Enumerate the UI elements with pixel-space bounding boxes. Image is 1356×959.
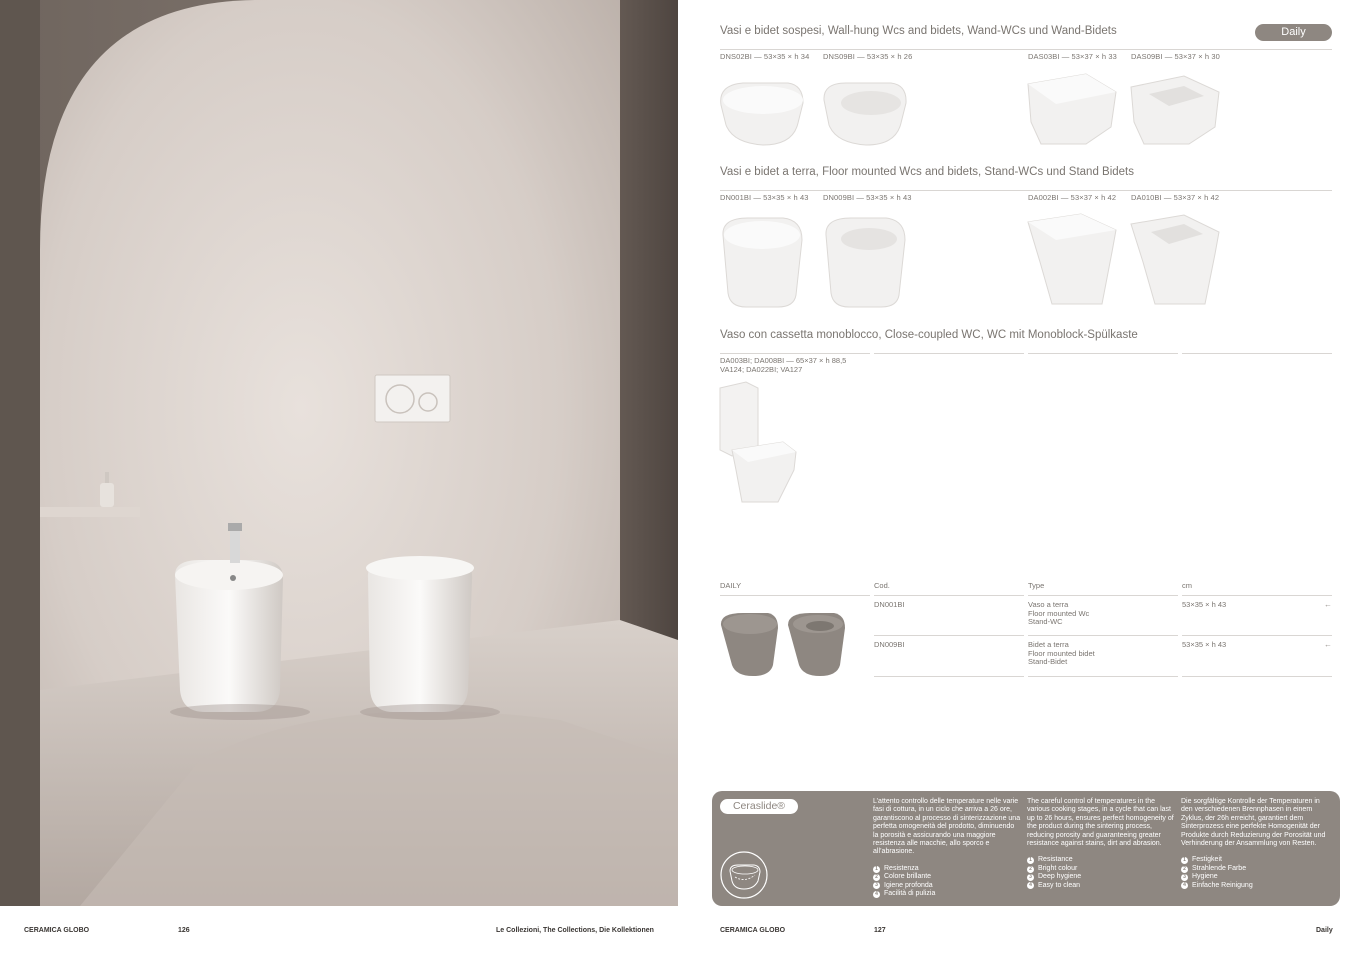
divider (1028, 676, 1178, 677)
product-code: DN009BI — 53×35 × h 43 (823, 193, 912, 202)
type-line: Bidet a terra (1028, 640, 1069, 649)
ceraslide-text: L’attento controllo delle temperature nelle varie fasi di cottura, in un ciclo che arriva a 26 ore, garantiscono al processo di sinterizzazione una perfetta omogeneità del prodotto, diminuendo la porosità e assicurando una maggiore resistenza alle macchie, allo sporco e all’abrasione. (873, 798, 1021, 856)
list-item (1027, 873, 1175, 881)
table-cell-size: 53×35 × h 43 (1182, 640, 1227, 649)
wall-hung-bidet-icon (821, 75, 911, 150)
number-badge: 4 (873, 891, 880, 898)
divider (874, 353, 1024, 354)
table-header-size: cm (1182, 581, 1192, 590)
product-code: DAS09BI — 53×37 × h 30 (1131, 52, 1220, 61)
divider (874, 676, 1024, 677)
right-page (678, 0, 1356, 959)
floor-bidet-thumbnail-icon (788, 613, 845, 676)
table-header-code: Cod. (874, 581, 890, 590)
divider (720, 595, 870, 596)
product-code: DN001BI — 53×35 × h 43 (720, 193, 809, 202)
benefit-label: Bright colour (1038, 864, 1078, 872)
section-title-wall-hung: Vasi e bidet sospesi, Wall-hung Wcs and bidets, Wand-WCs und Wand-Bidets (720, 25, 1117, 37)
section-title-floor-mounted: Vasi e bidet a terra, Floor mounted Wcs and bidets, Stand-WCs und Stand Bidets (720, 166, 1134, 178)
divider (1182, 676, 1332, 677)
wall-hung-wc-square-icon (1026, 72, 1121, 150)
divider (720, 353, 870, 354)
floor-wc-thumbnail-icon (721, 613, 778, 676)
benefit-list (1027, 856, 1175, 890)
product-code: DA010BI — 53×37 × h 42 (1131, 193, 1220, 202)
divider (874, 595, 1024, 596)
type-line: Vaso a terra (1028, 600, 1069, 609)
benefit-label: Deep hygiene (1038, 873, 1082, 881)
left-brand: CERAMICA GLOBO (24, 927, 90, 934)
number-badge: 1 (873, 866, 880, 873)
table-cell-code: DN001BI (874, 600, 905, 609)
table-product-thumbnails (718, 610, 848, 680)
list-item (873, 882, 1021, 890)
divider (874, 635, 1024, 636)
list-item (1181, 865, 1329, 873)
floor-wc-square-icon (1026, 212, 1121, 310)
type-line: Floor mounted Wc (1028, 608, 1090, 618)
number-badge: 3 (873, 882, 880, 889)
bathroom-photo (0, 0, 678, 906)
number-badge: 1 (1181, 857, 1188, 864)
list-item (873, 865, 1021, 873)
ceraslide-panel (712, 791, 1340, 906)
table-header-type: Type (1028, 581, 1045, 590)
number-badge: 3 (1181, 874, 1188, 881)
list-item (1027, 882, 1175, 890)
number-badge: 1 (1027, 857, 1034, 864)
number-badge: 2 (1181, 866, 1188, 873)
close-coupled-wc-icon (718, 380, 798, 505)
list-item (1027, 865, 1175, 873)
divider (1028, 595, 1178, 596)
product-code (720, 356, 846, 374)
table-cell-size: 53×35 × h 43 (1182, 600, 1227, 609)
type-line: Stand-WC (1028, 617, 1063, 626)
section-title-close-coupled: Vaso con cassetta monoblocco, Close-coupled WC, WC mit Monoblock-Spülkaste (720, 329, 1138, 341)
product-code-line: VA124; DA022BI; VA127 (720, 365, 803, 374)
ceraslide-column-de (1181, 798, 1329, 890)
list-item (1181, 882, 1329, 890)
benefit-label: Colore brillante (884, 873, 932, 881)
list-item (873, 890, 1021, 898)
benefit-label: Resistenza (884, 864, 919, 872)
left-page-number: 126 (178, 927, 190, 934)
ceraslide-text: Die sorgfältige Kontrolle der Temperaturen in den verschiedenen Brennphasen in einem Zyklus, der 26h erreicht, garantiert dem Sinterprozess eine perfekte Homogenität der Produkte durch Reduzierung der Porosität und Verhinderung der Ansammlung von Resten. (1181, 798, 1326, 848)
divider (1182, 353, 1332, 354)
table-header-daily: DAILY (720, 581, 742, 590)
product-code-line: DA003BI; DA008BI — 65×37 × h 88,5 (720, 356, 847, 365)
benefit-label: Einfache Reinigung (1192, 881, 1253, 889)
number-badge: 3 (1027, 874, 1034, 881)
ceraslide-badge: Ceraslide® (720, 799, 798, 814)
number-badge: 2 (873, 874, 880, 881)
table-cell-code: DN009BI (874, 640, 905, 649)
product-code: DNS02BI — 53×35 × h 34 (720, 52, 810, 61)
number-badge: 4 (1181, 882, 1188, 889)
benefit-list (873, 865, 1021, 899)
benefit-label: Strahlende Farbe (1192, 864, 1247, 872)
divider (1028, 635, 1178, 636)
type-line: Floor mounted bidet (1028, 648, 1095, 658)
benefit-label: Easy to clean (1038, 881, 1081, 889)
ceraslide-column-it (873, 798, 1021, 898)
list-item (1181, 856, 1329, 864)
divider (720, 49, 1332, 50)
divider (1028, 353, 1178, 354)
floor-bidet-square-icon (1129, 212, 1224, 310)
product-code: DA002BI — 53×37 × h 42 (1028, 193, 1117, 202)
benefit-label: Igiene profonda (884, 881, 933, 889)
benefit-label: Facilità di pulizia (884, 890, 936, 898)
bathroom-scene-image (0, 0, 678, 906)
ceraslide-column-en (1027, 798, 1175, 890)
number-badge: 2 (1027, 866, 1034, 873)
ceraslide-toilet-icon (720, 851, 768, 899)
right-brand: CERAMICA GLOBO (720, 927, 786, 934)
floor-bidet-icon (821, 215, 911, 310)
divider (1182, 595, 1332, 596)
floor-wc-icon (718, 215, 808, 310)
ceraslide-text: The careful control of temperatures in the various cooking stages, in a cycle that can last up to 26 hours, ensures perfect homogeneity of the product during the sintering process, reducing porosity and guaranteeing greater resistance against stains, dirt and abrasion. (1027, 798, 1174, 848)
collections-label: Le Collezioni, The Collections, Die Kollektionen (496, 927, 654, 934)
list-item (1181, 873, 1329, 881)
benefit-list (1181, 856, 1329, 890)
collection-badge: Daily (1255, 24, 1332, 41)
right-page-number: 127 (874, 927, 886, 934)
benefit-label: Festigkeit (1192, 856, 1222, 864)
benefit-label: Hygiene (1192, 873, 1218, 881)
divider (1182, 635, 1332, 636)
product-code: DNS09BI — 53×35 × h 26 (823, 52, 913, 61)
wall-hung-wc-icon (718, 75, 808, 150)
table-cell-type (1028, 601, 1089, 627)
product-code: DAS03BI — 53×37 × h 33 (1028, 52, 1117, 61)
wall-hung-bidet-square-icon (1129, 72, 1224, 150)
number-badge: 4 (1027, 882, 1034, 889)
table-cell-type (1028, 641, 1095, 667)
arrow-left-icon[interactable]: ← (1324, 640, 1332, 649)
divider (720, 190, 1332, 191)
list-item (1027, 856, 1175, 864)
list-item (873, 873, 1021, 881)
benefit-label: Resistance (1038, 856, 1073, 864)
arrow-left-icon[interactable]: ← (1324, 600, 1332, 609)
type-line: Stand-Bidet (1028, 657, 1068, 666)
collection-name: Daily (1316, 927, 1333, 934)
